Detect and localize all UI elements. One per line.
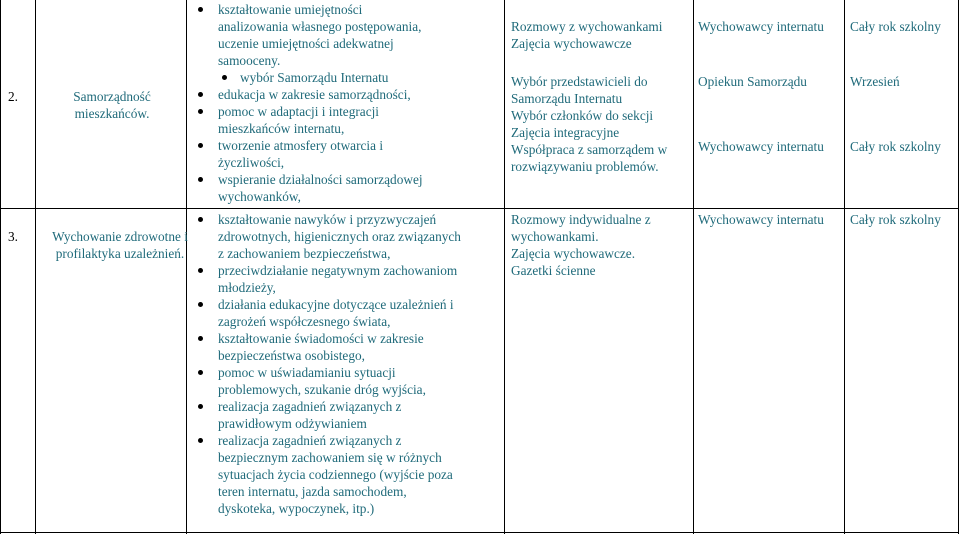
row-2-number <box>8 88 18 105</box>
task-line: samooceny. <box>218 53 281 68</box>
row-2-tasks <box>192 1 498 205</box>
list-item <box>192 432 462 517</box>
task-line: analizowania własnego postępowania, <box>218 19 422 34</box>
task-text: kształtowanie świadomości w zakresie bezpieczeństwa osobistego, <box>218 331 424 363</box>
task-line: uczenie umiejętności adekwatnej <box>218 36 394 51</box>
task-text: realizacja zagadnień związanych z bezpiecznym zachowaniem się w różnych sytuacjach życia codziennego (wyjście poza teren internatu, jazda samochodem, dyskoteka, wypoczynek, itp.) <box>218 433 453 516</box>
form-line: Wybór przedstawicieli do Samorządu Internatu <box>511 74 648 106</box>
task-text: wybór Samorządu Internatu <box>240 70 389 85</box>
table-border-col2 <box>186 0 187 534</box>
row-number: 2. <box>8 89 18 104</box>
bullet-icon <box>198 217 203 222</box>
form-line: Gazetki ścienne <box>511 263 596 278</box>
table-border-bottom <box>0 532 959 533</box>
bullet-icon <box>222 75 227 80</box>
bullet-icon <box>198 302 203 307</box>
deadline-text: Cały rok szkolny <box>850 139 941 154</box>
list-item <box>192 171 468 205</box>
list-item <box>192 330 462 364</box>
table-border-right <box>958 0 959 534</box>
responsible-text: Wychowawcy internatu <box>698 19 824 34</box>
table-border-col1 <box>35 0 36 534</box>
task-text: wspieranie działalności samorządowej wychowanków, <box>218 172 423 204</box>
deadline-text: Cały rok szkolny <box>850 212 941 227</box>
row-number: 3. <box>8 229 18 244</box>
responsible-text: Wychowawcy internatu <box>698 212 824 227</box>
form-line: Rozmowy z wychowankami <box>511 19 663 34</box>
row-2-responsible-2 <box>698 73 807 90</box>
list-item <box>192 103 428 137</box>
area-line: Samorządność <box>73 89 151 104</box>
form-line: Zajęcia wychowawcze. <box>511 246 636 261</box>
bullet-icon <box>198 438 203 443</box>
row-3-deadline <box>850 211 941 228</box>
row-2-deadline-3 <box>850 138 941 155</box>
bullet-icon <box>198 370 203 375</box>
tasks-list <box>192 211 462 517</box>
task-line: kształtowanie umiejętności <box>218 2 363 17</box>
table-border-col3 <box>504 0 505 534</box>
list-item <box>192 296 462 330</box>
list-item <box>192 69 498 86</box>
bullet-icon <box>198 336 203 341</box>
list-item <box>192 398 462 432</box>
form-line: Rozmowy indywidualne z wychowankami. <box>511 212 651 244</box>
task-text: pomoc w adaptacji i integracji mieszkańców internatu, <box>218 104 379 136</box>
bullet-icon <box>198 7 203 12</box>
area-line: profilaktyka uzależnień. <box>55 246 185 261</box>
form-line: Wybór członków do sekcji <box>511 108 654 123</box>
area-line: mieszkańców. <box>74 106 150 121</box>
row-3-tasks <box>192 211 462 517</box>
list-item <box>192 364 462 398</box>
task-text: edukacja w zakresie samorządności, <box>218 87 411 102</box>
row-3-forms <box>511 211 689 279</box>
list-item <box>192 137 428 171</box>
row-2-forms-b <box>511 73 691 175</box>
bullet-icon <box>198 143 203 148</box>
row-2-deadline-2 <box>850 73 900 90</box>
row-2-responsible-1 <box>698 18 824 35</box>
table-border-col4 <box>693 0 694 534</box>
form-line: Zajęcia integracyjne <box>511 125 620 140</box>
table-border-left <box>0 0 1 534</box>
responsible-text: Wychowawcy internatu <box>698 139 824 154</box>
row-3-responsible <box>698 211 824 228</box>
task-text: działania edukacyjne dotyczące uzależnień i zagrożeń współczesnego świata, <box>218 297 454 329</box>
row-2-deadline-1 <box>850 18 941 35</box>
list-item <box>192 211 462 262</box>
list-item <box>192 262 462 296</box>
task-text: przeciwdziałanie negatywnym zachowaniom młodzieży, <box>218 263 458 295</box>
deadline-text: Wrzesień <box>850 74 900 89</box>
tasks-list <box>192 1 498 205</box>
deadline-text: Cały rok szkolny <box>850 19 941 34</box>
bullet-icon <box>198 268 203 273</box>
task-text: kształtowanie nawyków i przyzwyczajeń zdrowotnych, higienicznych oraz związanych z zachowaniem bezpieczeństwa, <box>218 212 461 261</box>
area-line: Wychowanie zdrowotne i <box>52 229 188 244</box>
list-item <box>192 86 498 103</box>
list-item <box>192 1 498 69</box>
form-line: Zajęcia wychowawcze <box>511 36 632 51</box>
bullet-icon <box>198 92 203 97</box>
task-text: tworzenie atmosfery otwarcia i życzliwości, <box>218 138 384 170</box>
row-2-forms-a <box>511 18 691 52</box>
bullet-icon <box>198 109 203 114</box>
row-2-responsible-3 <box>698 138 824 155</box>
table-border-col5 <box>844 0 845 534</box>
row-2-area <box>40 88 184 122</box>
row-3-number <box>8 228 18 245</box>
row-3-area <box>40 228 200 262</box>
row-divider <box>0 208 959 209</box>
bullet-icon <box>198 404 203 409</box>
form-line: Współpraca z samorządem w rozwiązywaniu problemów. <box>511 142 668 174</box>
bullet-icon <box>198 177 203 182</box>
task-text: realizacja zagadnień związanych z prawidłowym odżywianiem <box>218 399 402 431</box>
responsible-text: Opiekun Samorządu <box>698 74 807 89</box>
task-text: pomoc w uświadamianiu sytuacji problemowych, szukanie dróg wyjścia, <box>218 365 426 397</box>
